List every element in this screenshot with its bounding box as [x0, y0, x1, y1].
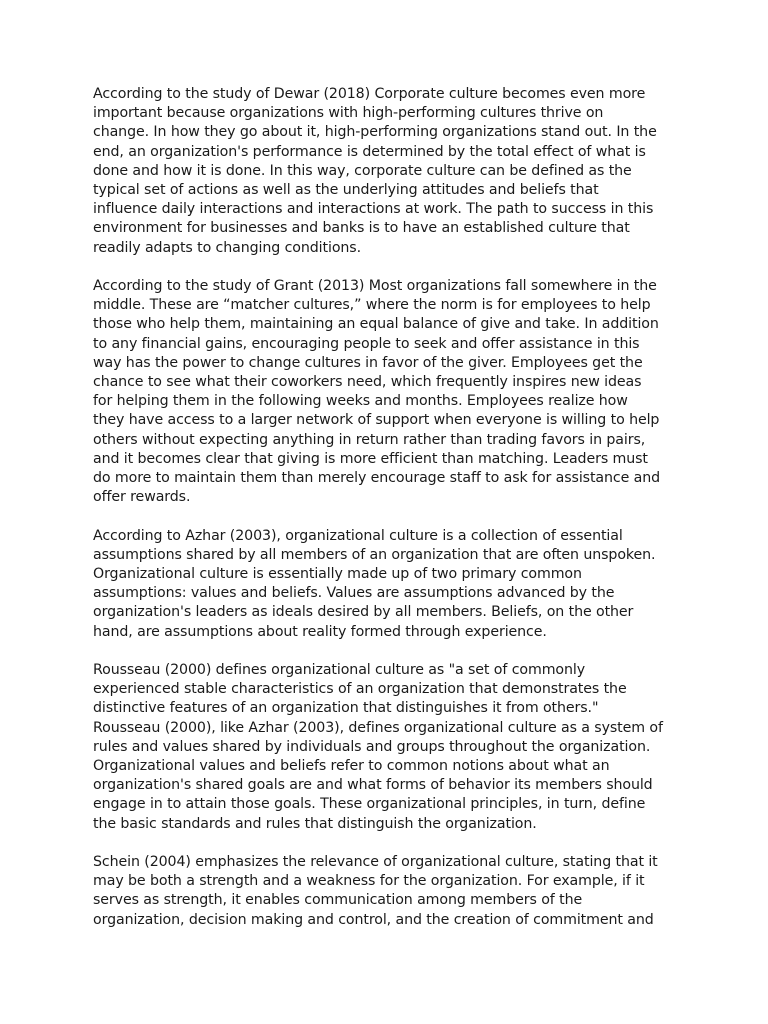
- text-line: rules and values shared by individuals and groups throughout the organization.: [93, 738, 651, 755]
- text-line: engage in to attain those goals. These organizational principles, in turn, define: [93, 796, 646, 813]
- text-line: assumptions: values and beliefs. Values are assumptions advanced by the: [93, 585, 615, 602]
- text-line: middle. These are “matcher cultures,” where the norm is for employees to help: [93, 297, 651, 314]
- text-line: organization's shared goals are and what forms of behavior its members should: [93, 777, 653, 794]
- text-line: According to the study of Dewar (2018) Corporate culture becomes even more: [93, 86, 646, 102]
- text-line: environment for businesses and banks is to have an established culture that: [93, 220, 630, 237]
- paragraph-grant: [93, 277, 673, 507]
- text-line: Schein (2004) emphasizes the relevance of organizational culture, stating that it: [93, 854, 658, 871]
- text-line: Organizational values and beliefs refer to common notions about what an: [93, 758, 610, 775]
- text-line: may be both a strength and a weakness for the organization. For example, if it: [93, 873, 645, 890]
- text-line: to any financial gains, encouraging people to seek and offer assistance in this: [93, 335, 640, 352]
- text-line: distinctive features of an organization that distinguishes it from others.": [93, 700, 599, 717]
- text-line: organization's leaders as ideals desired by all members. Beliefs, on the other: [93, 604, 634, 621]
- text-line: do more to maintain them than merely encourage staff to ask for assistance and: [93, 470, 661, 487]
- text-line: hand, are assumptions about reality formed through experience.: [93, 623, 547, 640]
- text-line: According to Azhar (2003), organizational culture is a collection of essential: [93, 527, 623, 544]
- text-line: done and how it is done. In this way, corporate culture can be defined as the: [93, 162, 632, 179]
- text-line: organization, decision making and control, and the creation of commitment and: [93, 911, 654, 928]
- text-line: serves as strength, it enables communication among members of the: [93, 892, 583, 909]
- text-line: experienced stable characteristics of an organization that demonstrates the: [93, 681, 627, 698]
- text-line: chance to see what their coworkers need, which frequently inspires new ideas: [93, 374, 642, 391]
- text-line: way has the power to change cultures in favor of the giver. Employees get the: [93, 354, 643, 371]
- paragraph-azhar: [93, 527, 673, 642]
- paragraph-rousseau: [93, 661, 673, 834]
- paragraph-dewar: [93, 85, 673, 258]
- text-line: According to the study of Grant (2013) Most organizations fall somewhere in the: [93, 278, 657, 295]
- text-line: others without expecting anything in return rather than trading favors in pairs,: [93, 431, 646, 448]
- text-line: Rousseau (2000), like Azhar (2003), defines organizational culture as a system of: [93, 719, 663, 736]
- text-line: those who help them, maintaining an equal balance of give and take. In addition: [93, 316, 659, 333]
- text-line: typical set of actions as well as the underlying attitudes and beliefs that: [93, 182, 599, 199]
- document-page: [93, 85, 673, 949]
- text-line: offer rewards.: [93, 489, 191, 506]
- text-line: they have access to a larger network of support when everyone is willing to help: [93, 412, 660, 429]
- text-line: end, an organization's performance is determined by the total effect of what is: [93, 143, 646, 160]
- text-line: readily adapts to changing conditions.: [93, 239, 361, 256]
- text-line: change. In how they go about it, high-performing organizations stand out. In the: [93, 124, 657, 141]
- text-line: Organizational culture is essentially made up of two primary common: [93, 566, 582, 583]
- paragraph-schein: [93, 853, 673, 930]
- text-line: important because organizations with high-performing cultures thrive on: [93, 105, 604, 122]
- text-line: influence daily interactions and interactions at work. The path to success in this: [93, 201, 654, 218]
- text-line: Rousseau (2000) defines organizational culture as "a set of commonly: [93, 662, 586, 679]
- text-line: and it becomes clear that giving is more efficient than matching. Leaders must: [93, 450, 648, 467]
- text-line: for helping them in the following weeks and months. Employees realize how: [93, 393, 628, 410]
- text-line: the basic standards and rules that distinguish the organization.: [93, 815, 537, 832]
- text-line: assumptions shared by all members of an organization that are often unspoken.: [93, 546, 656, 563]
